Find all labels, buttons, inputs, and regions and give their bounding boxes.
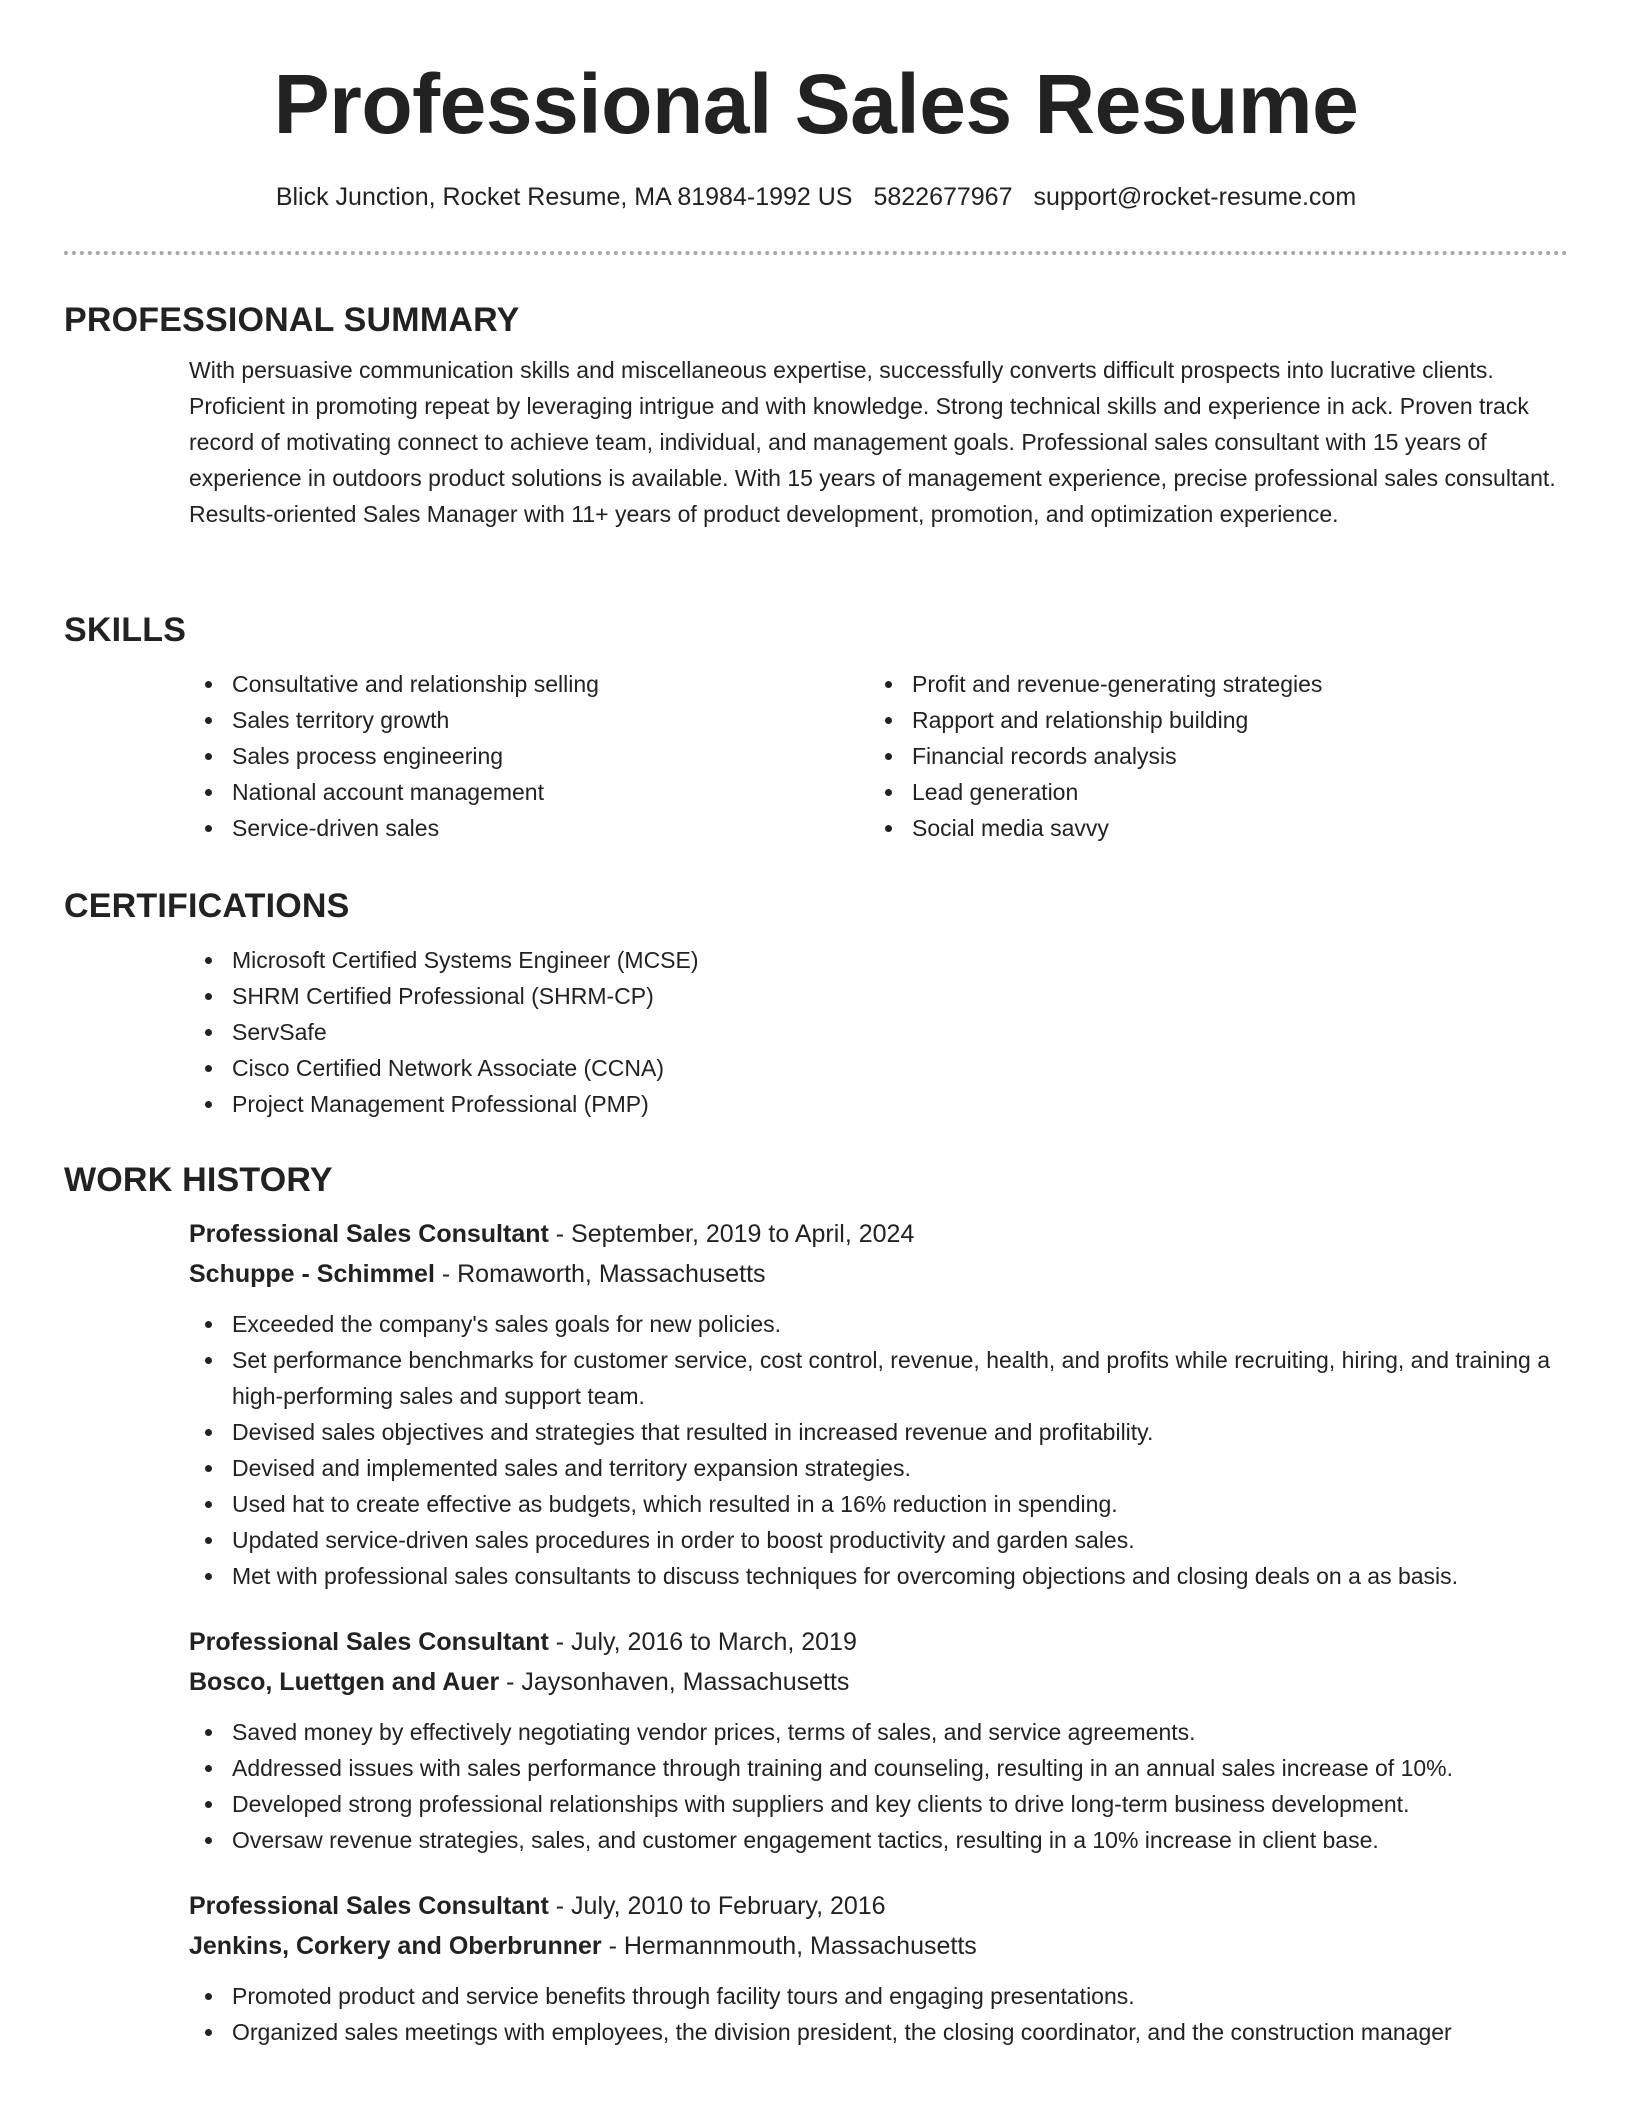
list-item: Devised sales objectives and strategies that resulted in increased revenue and profitability.: [232, 1414, 1602, 1450]
job-location: - Hermannmouth, Massachusetts: [601, 1932, 977, 1960]
job-title-line: [189, 1886, 1568, 1926]
work-history-body: [189, 1214, 1568, 2050]
job-entry: [189, 1214, 1568, 1594]
certifications-heading: CERTIFICATIONS: [64, 887, 350, 925]
resume-title: Professional Sales Resume: [273, 57, 1359, 151]
skills-heading: SKILLS: [64, 611, 187, 649]
list-item: Set performance benchmarks for customer service, cost control, revenue, health, and profits while recruiting, hiring, and training a high-performing sales and support team.: [232, 1342, 1602, 1414]
job-duties-list: [189, 1306, 1568, 1594]
list-item: Saved money by effectively negotiating vendor prices, terms of sales, and service agreements.: [232, 1714, 1602, 1750]
header-divider: [64, 251, 1568, 255]
list-item: Sales territory growth: [232, 702, 869, 738]
list-item: Exceeded the company's sales goals for new policies.: [232, 1306, 1602, 1342]
job-entry: [189, 1886, 1568, 2050]
resume-header: [64, 50, 1568, 214]
summary-heading: PROFESSIONAL SUMMARY: [64, 301, 520, 339]
list-item: Profit and revenue-generating strategies: [912, 666, 1549, 702]
job-title-line: [189, 1214, 1568, 1254]
job-dates: - September, 2019 to April, 2024: [548, 1220, 915, 1248]
list-item: Used hat to create effective as budgets, which resulted in a 16% reduction in spending.: [232, 1486, 1602, 1522]
job-company: Jenkins, Corkery and Oberbrunner: [189, 1932, 602, 1960]
job-dates: - July, 2010 to February, 2016: [548, 1892, 886, 1920]
job-company-line: [189, 1254, 1568, 1294]
summary-body: [189, 352, 1568, 532]
job-duties-list: [189, 1978, 1568, 2050]
work-history-heading: WORK HISTORY: [64, 1161, 333, 1199]
list-item: Financial records analysis: [912, 738, 1549, 774]
job-location: - Jaysonhaven, Massachusetts: [499, 1668, 850, 1696]
list-item: Organized sales meetings with employees, the division president, the closing coordinator, and the construction manager: [232, 2014, 1602, 2050]
job-location: - Romaworth, Massachusetts: [434, 1260, 766, 1288]
list-item: Oversaw revenue strategies, sales, and customer engagement tactics, resulting in a 10% increase in client base.: [232, 1822, 1602, 1858]
contact-phone[interactable]: 5822677967: [873, 183, 1013, 211]
list-item: ServSafe: [232, 1014, 1568, 1050]
job-role: Professional Sales Consultant: [189, 1220, 549, 1248]
list-item: Service-driven sales: [232, 810, 869, 846]
skills-grid: [189, 666, 1568, 846]
contact-email[interactable]: support@rocket-resume.com: [1033, 183, 1357, 211]
list-item: Rapport and relationship building: [912, 702, 1549, 738]
summary-section: [64, 298, 1568, 532]
list-item: Microsoft Certified Systems Engineer (MCSE): [232, 942, 1568, 978]
job-company: Bosco, Luettgen and Auer: [189, 1668, 500, 1696]
summary-text: With persuasive communication skills and miscellaneous expertise, successfully converts difficult prospects into lucrative clients. Proficient in promoting repeat by leveraging intrigue and with knowledge. Strong technical skills and experience in ack. Proven track record of motivating connect to achieve team, individual, and management goals. Professional sales consultant with 15 years of experience in outdoors product solutions is available. With 15 years of management experience, precise professional sales consultant. Results-oriented Sales Manager with 11+ years of product development, promotion, and optimization experience.: [189, 357, 1556, 527]
job-company-line: [189, 1662, 1568, 1702]
list-item: Project Management Professional (PMP): [232, 1086, 1568, 1122]
certifications-body: [189, 942, 1568, 1122]
list-item: Met with professional sales consultants to discuss techniques for overcoming objections and closing deals on a as basis.: [232, 1558, 1602, 1594]
skills-section: [64, 608, 1568, 846]
list-item: Devised and implemented sales and territory expansion strategies.: [232, 1450, 1602, 1486]
list-item: Promoted product and service benefits through facility tours and engaging presentations.: [232, 1978, 1602, 2014]
list-item: Updated service-driven sales procedures in order to boost productivity and garden sales.: [232, 1522, 1602, 1558]
job-dates: - July, 2016 to March, 2019: [548, 1628, 857, 1656]
job-role: Professional Sales Consultant: [189, 1892, 549, 1920]
list-item: Consultative and relationship selling: [232, 666, 869, 702]
job-title-line: [189, 1622, 1568, 1662]
skills-list-right: [869, 666, 1549, 846]
job-company-line: [189, 1926, 1568, 1966]
list-item: Developed strong professional relationships with suppliers and key clients to drive long-term business development.: [232, 1786, 1602, 1822]
list-item: SHRM Certified Professional (SHRM-CP): [232, 978, 1568, 1014]
list-item: Cisco Certified Network Associate (CCNA): [232, 1050, 1568, 1086]
list-item: National account management: [232, 774, 869, 810]
job-company: Schuppe - Schimmel: [189, 1260, 435, 1288]
certifications-section: [64, 884, 1568, 1122]
contact-line: [64, 180, 1568, 214]
job-duties-list: [189, 1714, 1568, 1858]
certifications-list: [189, 942, 1568, 1122]
work-history-section: [64, 1158, 1568, 2050]
skills-list-left: [189, 666, 869, 846]
job-role: Professional Sales Consultant: [189, 1628, 549, 1656]
contact-address: Blick Junction, Rocket Resume, MA 81984-1992 US: [275, 183, 853, 211]
list-item: Social media savvy: [912, 810, 1549, 846]
list-item: Lead generation: [912, 774, 1549, 810]
list-item: Addressed issues with sales performance through training and counseling, resulting in an annual sales increase of 10%.: [232, 1750, 1602, 1786]
job-entry: [189, 1622, 1568, 1858]
list-item: Sales process engineering: [232, 738, 869, 774]
